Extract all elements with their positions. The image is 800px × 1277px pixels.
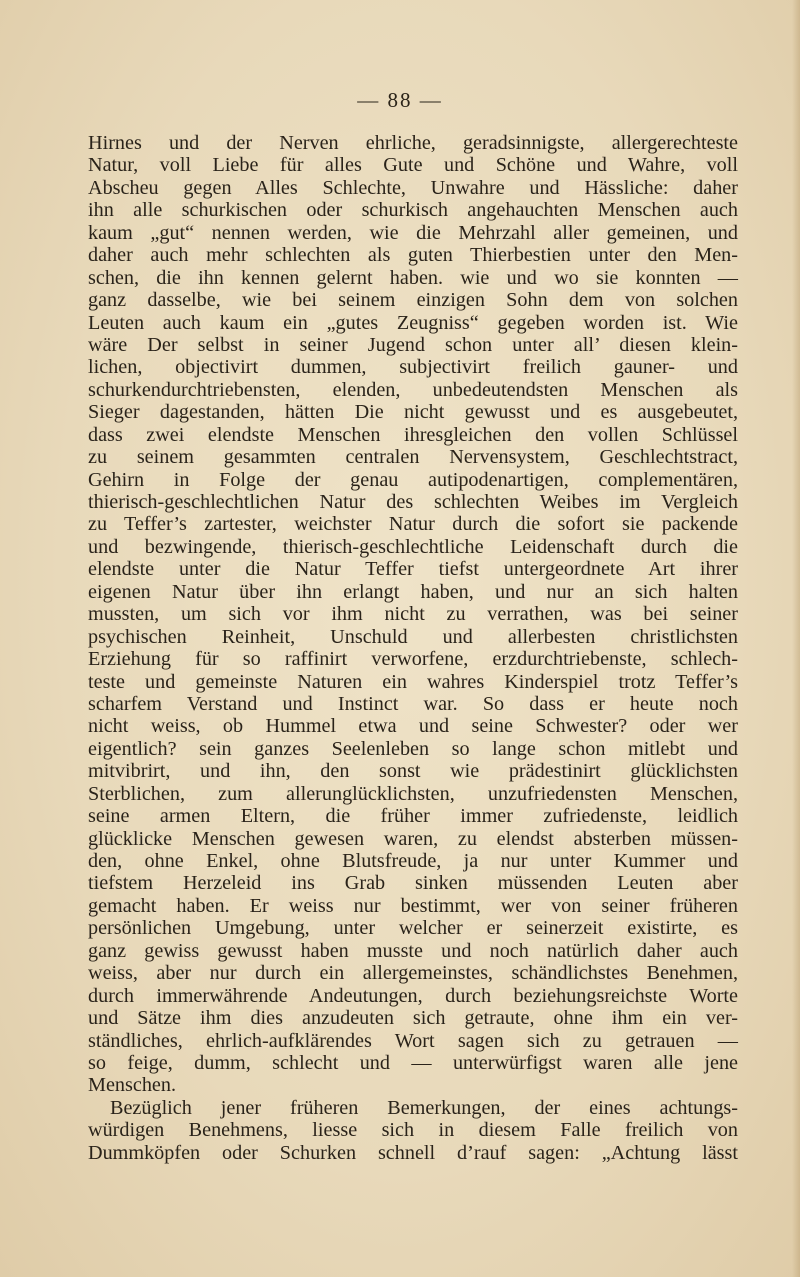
text-line: mussten, um sich vor ihm nicht zu verrathen, was bei seiner <box>88 603 738 626</box>
text-line: und bezwingende, thierisch-geschlechtliche Leidenschaft durch die <box>88 535 738 558</box>
text-line: durch immerwährende Andeutungen, durch beziehungsreichste Worte <box>88 984 738 1007</box>
text-line: weiss, aber nur durch ein allergemeinstes, schändlichstes Benehmen, <box>88 962 738 985</box>
text-line: Menschen. <box>88 1074 177 1097</box>
text-line: teste und gemeinste Naturen ein wahres Kinderspiel trotz Teffer’s <box>88 670 738 693</box>
text-line: elendste unter die Natur Teffer tiefst untergeordnete Art ihrer <box>88 558 738 581</box>
text-line: glücklicke Menschen gewesen waren, zu elendst absterben müssen- <box>88 827 738 850</box>
text-line: Abscheu gegen Alles Schlechte, Unwahre und Hässliche: daher <box>88 176 738 199</box>
text-line: würdigen Benehmens, liesse sich in diesem Falle freilich von <box>88 1119 738 1142</box>
text-line: daher auch mehr schlechten als guten Thierbestien unter den Men- <box>88 244 738 267</box>
text-line: wäre Der selbst in seiner Jugend schon unter all’ diesen klein- <box>88 333 738 356</box>
text-line: ganz gewiss gewusst haben musste und noch natürlich daher auch <box>88 939 738 962</box>
text-line: ihn alle schurkischen oder schurkisch angehauchten Menschen auch <box>88 199 738 222</box>
text-line: eigentlich? sein ganzes Seelenleben so lange schon mitlebt und <box>88 737 738 760</box>
text-line: schen, die ihn kennen gelernt haben. wie und wo sie konnten — <box>88 266 738 289</box>
text-line: eigenen Natur über ihn erlangt haben, und nur an sich halten <box>88 580 738 603</box>
body-text <box>88 132 738 1164</box>
text-line: dass zwei elendste Menschen ihresgleichen den vollen Schlüssel <box>88 423 738 446</box>
text-line: thierisch-geschlechtlichen Natur des schlechten Weibes im Vergleich <box>88 491 738 513</box>
text-line: Bezüglich jener früheren Bemerkungen, der eines achtungs- <box>110 1096 738 1119</box>
text-line: psychischen Reinheit, Unschuld und allerbesten christlichsten <box>88 625 738 648</box>
text-line: Erziehung für so raffinirt verworfene, erzdurchtriebenste, schlech- <box>88 648 738 671</box>
text-line: und Sätze ihm dies anzudeuten sich getraute, ohne ihm ein ver- <box>88 1007 738 1030</box>
text-line: schurkendurchtriebensten, elenden, unbedeutendsten Menschen als <box>88 378 738 401</box>
text-line: persönlichen Umgebung, unter welcher er seinerzeit existirte, es <box>88 917 738 940</box>
text-line: ständliches, ehrlich-aufklärendes Wort sagen sich zu getrauen — <box>88 1029 738 1052</box>
text-line: Dummköpfen oder Schurken schnell d’rauf sagen: „Achtung lässt <box>88 1141 738 1164</box>
text-line: nicht weiss, ob Hummel etwa und seine Schwester? oder wer <box>88 715 738 738</box>
text-line: mitvibrirt, und ihn, den sonst wie prädestinirt glücklichsten <box>88 760 738 783</box>
text-line: zu Teffer’s zartester, weichster Natur durch die sofort sie packende <box>88 513 738 536</box>
text-line: seine armen Eltern, die früher immer zufriedenste, leidlich <box>88 805 738 828</box>
text-line: Sieger dagestanden, hätten Die nicht gewusst und es ausgebeutet, <box>88 401 738 424</box>
text-line: Gehirn in Folge der genau autipodenartigen, complementären, <box>88 468 738 491</box>
text-line: zu seinem gesammten centralen Nervensystem, Geschlechtstract, <box>88 446 738 469</box>
text-line: gemacht haben. Er weiss nur bestimmt, wer von seiner früheren <box>88 894 738 917</box>
text-line: den, ohne Enkel, ohne Blutsfreude, ja nur unter Kummer und <box>88 850 738 872</box>
text-line: Hirnes und der Nerven ehrliche, geradsinnigste, allergerechteste <box>88 132 738 154</box>
text-line: Leuten auch kaum ein „gutes Zeugniss“ gegeben worden ist. Wie <box>88 311 738 334</box>
text-line: kaum „gut“ nennen werden, wie die Mehrzahl aller gemeinen, und <box>88 221 738 244</box>
text-line: ganz dasselbe, wie bei seinem einzigen Sohn dem von solchen <box>88 289 738 312</box>
text-line: scharfem Verstand und Instinct war. So dass er heute noch <box>88 692 738 715</box>
page-number: — 88 — <box>357 88 443 112</box>
text-line: lichen, objectivirt dummen, subjectivirt freilich gauner- und <box>88 356 738 379</box>
page-edge <box>792 0 800 1277</box>
text-line: Natur, voll Liebe für alles Gute und Schöne und Wahre, voll <box>88 154 738 177</box>
text-line: Sterblichen, zum allerunglücklichsten, unzufriedensten Menschen, <box>88 782 738 805</box>
text-line: tiefstem Herzeleid ins Grab sinken müssenden Leuten aber <box>88 872 738 895</box>
text-line: so feige, dumm, schlecht und — unterwürfigst waren alle jene <box>88 1051 738 1074</box>
